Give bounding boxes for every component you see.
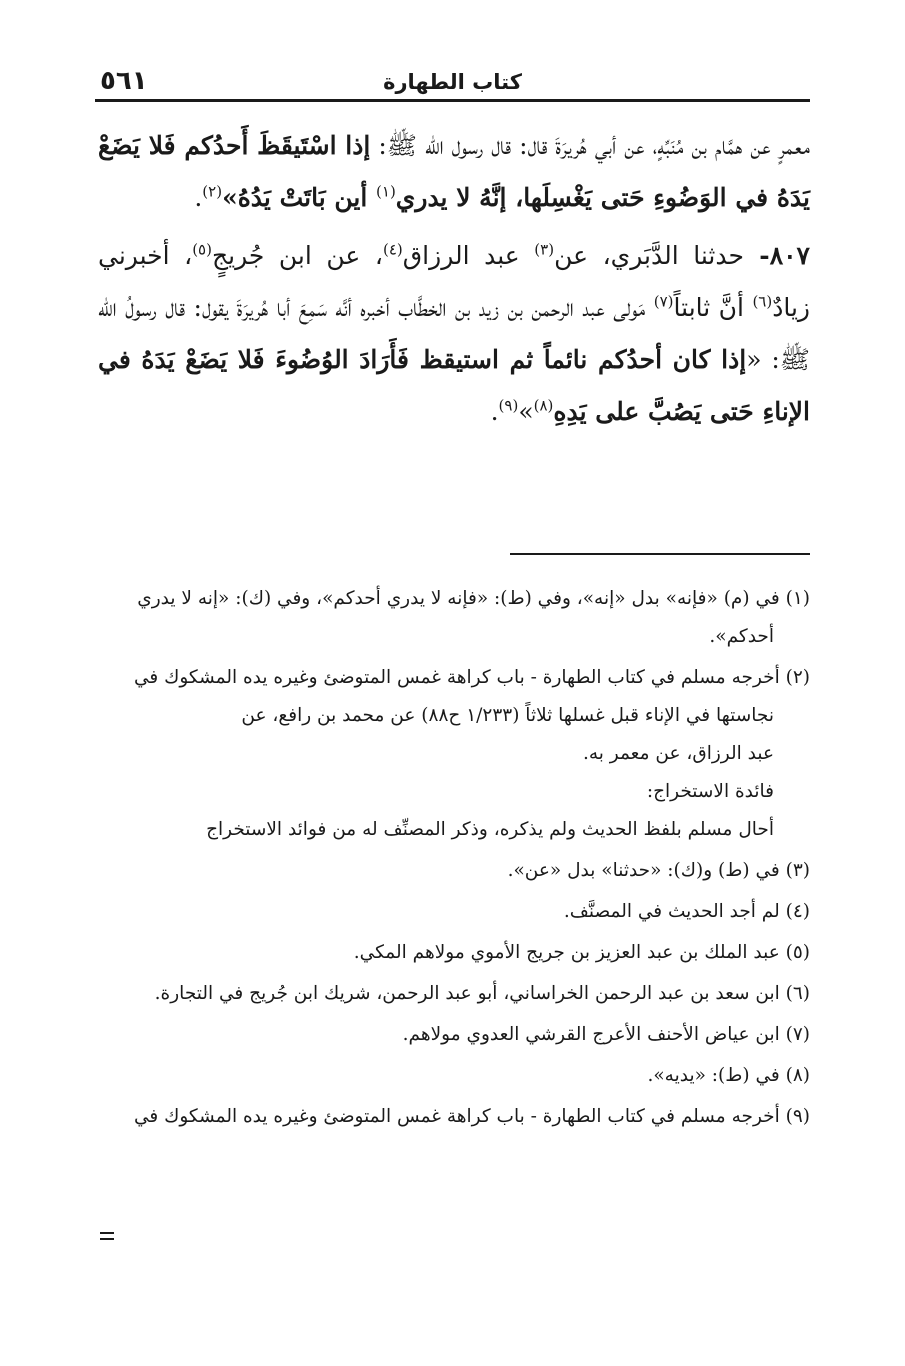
running-header <box>95 62 810 102</box>
chapter-title: كتاب الطهارة <box>383 70 522 94</box>
footnote-ref-4: (٤) <box>383 240 403 259</box>
hadith-number: ٨٠٧- <box>743 241 810 270</box>
text-run: أنَّ ثابتاً <box>673 293 753 322</box>
footnote-2-cont: أحال مسلم بلفظ الحديث ولم يذكره، وذكر المصنِّف له من فوائد الاستخراج <box>206 819 774 840</box>
page-number: ٥٦١ <box>100 66 148 96</box>
hadith-text: إذا كان أحدُكم نائماً ثم استيقظ فَأَرَادَ الوُضُوءَ فَلا يَضَعْ يَدَهُ في الإناءِ حَتى يَصُبَّ على يَدِهِ <box>98 345 810 426</box>
footnote-ref-8: (٨) <box>533 396 554 415</box>
footnote-6: (٦) ابن سعد بن عبد الرحمن الخراساني، أبو عبد الرحمن، شريك ابن جُريج في التجارة. <box>154 983 810 1004</box>
footnote-5: (٥) عبد الملك بن عبد العزيز بن جريج الأموي مولاهم المكي. <box>353 942 810 963</box>
text-run: ، أخبرني زيادٌ <box>98 241 810 322</box>
paragraph-continuation <box>98 120 810 224</box>
text-run: عبد الرزاق <box>402 241 535 270</box>
footnote-ref-7: (٧) <box>653 292 674 311</box>
hadith-text: إذا اسْتَيقَظَ أَحدُكم فَلا يَضَعْ يَدَهُ في الوَضُوءِ حَتى يَغْسِلَها، إنَّهُ لا يدري <box>98 131 810 212</box>
footnote-separator <box>510 553 810 555</box>
footnote-7: (٧) ابن عياض الأحنف الأعرج القرشي العدوي مولاهم. <box>402 1024 810 1045</box>
footnote-1-cont: أحدكم». <box>709 626 774 647</box>
footnotes <box>98 580 810 1136</box>
text-run: » <box>518 397 534 426</box>
text-run: ، عن ابن جُريجٍ <box>211 241 383 270</box>
footnote-2-subheading: فائدة الاستخراج: <box>646 781 774 802</box>
main-text <box>98 120 810 438</box>
footnote-2-cont: نجاستها في الإناء قبل غسلها ثلاثاً (١/٢٣٣ ح٨٨) عن محمد بن رافع، عن <box>241 705 774 726</box>
text-run: معمرٍ عن همَّام بن مُنَبِّهٍ، عن أبي هُريرَةَ قال: قال رسول الله ﷺ: <box>370 131 810 160</box>
footnote-8: (٨) في (ط): «يديه». <box>647 1065 810 1086</box>
footnote-ref-5: (٥) <box>192 240 212 259</box>
footnote-3: (٣) في (ط) و(ك): «حدثنا» بدل «عن». <box>507 860 810 881</box>
footnote-4: (٤) لم أجد الحديث في المصنَّف. <box>563 901 810 922</box>
footnote-2-cont: عبد الرزاق، عن معمر به. <box>582 743 774 764</box>
text-run: . <box>490 397 499 426</box>
footnote-2: (٢) أخرجه مسلم في كتاب الطهارة - باب كراهة غمس المتوضئ وغيره يده المشكوك في <box>133 667 810 688</box>
footnote-ref-9: (٩) <box>498 396 519 415</box>
footnote-ref-6: (٦) <box>752 292 773 311</box>
hadith-text: أين بَاتَتْ يَدُهُ» <box>222 183 377 212</box>
text-run: . <box>194 183 203 212</box>
footnote-ref-2: (٢) <box>202 182 223 201</box>
footnote-ref-1: (١) <box>376 182 396 201</box>
footnote-9: (٩) أخرجه مسلم في كتاب الطهارة - باب كراهة غمس المتوضئ وغيره يده المشكوك في <box>133 1106 810 1127</box>
text-run: حدثنا الدَّبَري، عن <box>554 241 744 270</box>
footnote-1: (١) في (م) «فإنه» بدل «إنه»، وفي (ط): «فإنه لا يدري أحدكم»، وفي (ك): «إنه لا يدري <box>137 588 810 609</box>
hadith-807 <box>98 230 810 438</box>
footnote-ref-3: (٣) <box>534 240 555 259</box>
text-run: مَولى عبد الرحمن بن زيد بن الخطَّاب أخبره أنَّه سَمِعَ أبا هُريرَةَ يقول: قال رسولُ الله ﷺ: « <box>98 293 810 374</box>
continuation-mark <box>100 1232 114 1234</box>
header-rule <box>95 99 810 102</box>
